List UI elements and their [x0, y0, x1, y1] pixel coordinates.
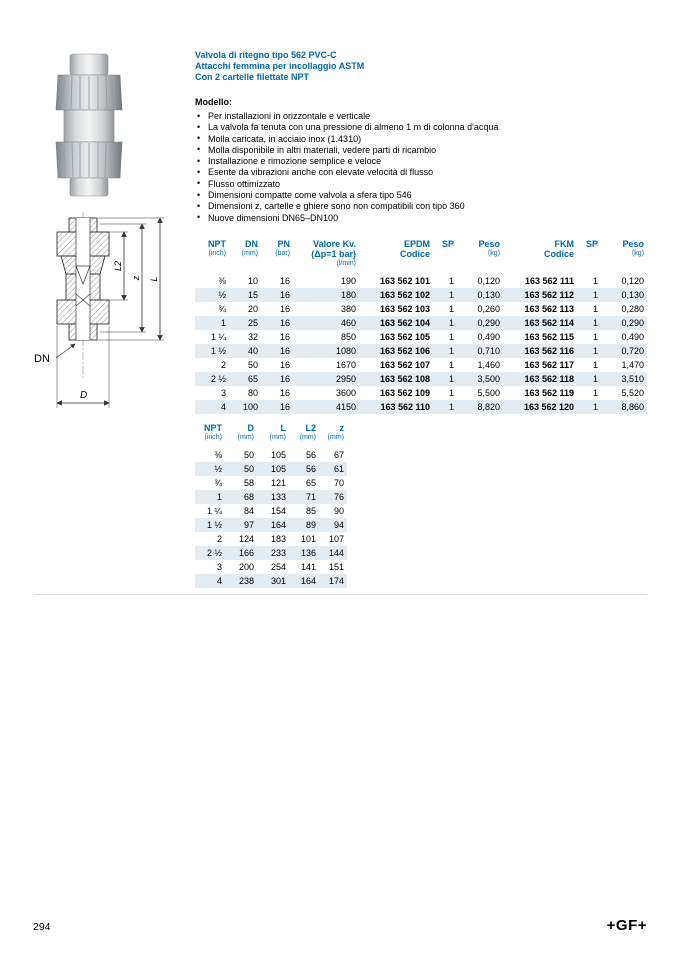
table-cell: 163 562 109 — [379, 388, 430, 398]
table-cell: 154 — [270, 506, 286, 516]
table-cell: 1 — [592, 402, 598, 412]
table-cell: 163 562 117 — [524, 360, 574, 370]
feature-item: • Installazione e rimozione semplice e veloce — [197, 156, 642, 167]
table-row — [195, 574, 347, 588]
table-cell: 61 — [333, 464, 344, 474]
table-row — [195, 274, 647, 288]
table-cell: 1080 — [335, 346, 356, 356]
table-cell: 183 — [270, 534, 286, 544]
table-row — [195, 490, 347, 504]
table-cell: 124 — [238, 534, 254, 544]
table-row — [195, 302, 647, 316]
table-cell: 254 — [270, 562, 286, 572]
table-cell: 163 562 118 — [524, 374, 574, 384]
table-cell: 164 — [270, 520, 286, 530]
table-cell: 56 — [305, 464, 316, 474]
table-cell: 0,490 — [477, 332, 500, 342]
footer-divider — [35, 594, 647, 595]
table-cell: 163 562 119 — [524, 388, 574, 398]
table-cell: 3,500 — [477, 374, 500, 384]
table-cell: 1 — [592, 374, 598, 384]
table-cell: 164 — [300, 576, 316, 586]
table-cell: 5,520 — [621, 388, 644, 398]
table-cell: 1 — [448, 374, 454, 384]
table-row — [195, 476, 347, 490]
table-cell: 0,280 — [621, 304, 644, 314]
dim-label-l: L — [149, 276, 159, 282]
table-cell: 1 — [592, 332, 598, 342]
table-cell: ⅜ — [214, 450, 222, 460]
table-cell: 50 — [243, 464, 254, 474]
table-row — [195, 330, 647, 344]
product-title-line-2: Attacchi femmina per incollaggio ASTM — [195, 61, 365, 71]
table-cell: 136 — [300, 548, 316, 558]
table-cell: 71 — [305, 492, 316, 502]
table-cell: 68 — [243, 492, 254, 502]
table-cell: 190 — [340, 276, 356, 286]
table-cell: 1 — [592, 346, 598, 356]
column-header: SP — [441, 239, 454, 249]
table-cell: 0,120 — [621, 276, 644, 286]
table-cell: 76 — [333, 492, 344, 502]
table-cell: 1 — [448, 304, 454, 314]
table-cell: 80 — [247, 388, 258, 398]
table-cell: 0,130 — [621, 290, 644, 300]
table-cell: 380 — [340, 304, 356, 314]
table-cell: 163 562 102 — [379, 290, 430, 300]
table-cell: 163 562 105 — [379, 332, 430, 342]
table-row — [195, 358, 647, 372]
table-cell: 16 — [279, 276, 290, 286]
table-cell: 65 — [247, 374, 258, 384]
table-cell: 133 — [270, 492, 286, 502]
table-cell: 107 — [328, 534, 344, 544]
table-cell: 121 — [270, 478, 286, 488]
ordering-table-body — [195, 274, 647, 414]
table-cell: 3 — [220, 388, 226, 398]
table-row — [195, 344, 647, 358]
table-cell: 100 — [242, 402, 258, 412]
table-cell: 89 — [305, 520, 316, 530]
table-cell: 16 — [279, 304, 290, 314]
table-cell: 301 — [270, 576, 286, 586]
table-cell: 1 ¼ — [210, 332, 226, 342]
table-cell: 233 — [270, 548, 286, 558]
table-cell: 1 — [592, 318, 598, 328]
table-cell: ½ — [214, 464, 222, 474]
table-cell: 1 — [448, 276, 454, 286]
table-cell: 1 — [448, 318, 454, 328]
table-cell: 1 — [448, 402, 454, 412]
table-cell: 2 ½ — [210, 374, 226, 384]
table-cell: 56 — [305, 450, 316, 460]
table-cell: 3,510 — [621, 374, 644, 384]
table-row — [195, 518, 347, 532]
feature-item: • Per installazioni in orizzontale e verticale — [197, 111, 642, 122]
table-row — [195, 546, 347, 560]
feature-item: • Flusso ottimizzato — [197, 179, 642, 190]
product-title-line-3: Con 2 cartelle filettate NPT — [195, 72, 310, 82]
table-cell: 1 — [592, 290, 598, 300]
table-cell: 10 — [247, 276, 258, 286]
column-header: EPDM Codice — [399, 239, 430, 259]
table-cell: 50 — [243, 450, 254, 460]
table-cell: 163 562 112 — [524, 290, 574, 300]
table-cell: 0,490 — [621, 332, 644, 342]
table-cell: 105 — [270, 464, 286, 474]
table-cell: 163 562 103 — [379, 304, 430, 314]
table-cell: 85 — [305, 506, 316, 516]
column-header: Peso (kg) — [622, 239, 644, 257]
table-cell: 0,290 — [621, 318, 644, 328]
table-cell: 25 — [247, 318, 258, 328]
column-header: L (mm) — [269, 423, 286, 441]
product-title — [195, 50, 364, 83]
column-header: L2 (mm) — [299, 423, 316, 441]
feature-item: • Esente da vibrazioni anche con elevate velocità di flusso — [197, 167, 642, 178]
table-cell: 174 — [328, 576, 344, 586]
ordering-table-header-row — [195, 239, 647, 274]
table-cell: 4 — [220, 402, 226, 412]
table-cell: 1 — [448, 346, 454, 356]
table-cell: 16 — [279, 290, 290, 300]
table-cell: 16 — [279, 360, 290, 370]
table-cell: 163 562 110 — [380, 402, 430, 412]
table-cell: 163 562 107 — [379, 360, 430, 370]
gf-logo: +GF+ — [606, 917, 647, 934]
table-cell: 1 — [448, 290, 454, 300]
table-cell: 2 — [220, 360, 226, 370]
table-cell: 67 — [333, 450, 344, 460]
table-cell: 5,500 — [477, 388, 500, 398]
column-header: D (mm) — [237, 423, 254, 441]
table-cell: 1,460 — [477, 360, 500, 370]
valve-photo — [36, 52, 142, 203]
table-cell: 90 — [333, 506, 344, 516]
column-header: NPT (inch) — [208, 239, 226, 257]
column-header: z (mm) — [327, 423, 344, 441]
table-row — [195, 400, 647, 414]
table-cell: 1 ¼ — [206, 506, 222, 516]
feature-item: • Dimensioni z, cartelle e ghiere sono non compatibili con tipo 360 — [197, 201, 642, 212]
feature-item: • Nuove dimensioni DN65–DN100 — [197, 213, 642, 224]
table-row — [195, 560, 347, 574]
table-cell: 151 — [328, 562, 344, 572]
table-cell: 166 — [238, 548, 254, 558]
table-cell: ¾ — [214, 478, 222, 488]
dimensions-table-body — [195, 448, 347, 588]
table-cell: 163 562 113 — [524, 304, 574, 314]
column-header: Peso (kg) — [478, 239, 500, 257]
table-cell: 163 562 104 — [379, 318, 430, 328]
table-cell: 163 562 120 — [523, 402, 574, 412]
feature-item: • Molla caricata, in acciaio inox (1.4310) — [197, 134, 642, 145]
feature-item: • La valvola fa tenuta con una pressione di almeno 1 m di colonna d'acqua — [197, 122, 642, 133]
table-cell: 1,470 — [621, 360, 644, 370]
dim-label-l2: L2 — [113, 260, 123, 272]
table-cell: 0,260 — [477, 304, 500, 314]
table-cell: 2950 — [335, 374, 356, 384]
table-cell: 0,290 — [477, 318, 500, 328]
table-cell: 4 — [216, 576, 222, 586]
table-cell: 1 — [216, 492, 222, 502]
table-cell: 144 — [328, 548, 344, 558]
table-cell: ⅜ — [218, 276, 226, 286]
table-cell: 97 — [243, 520, 254, 530]
feature-list — [197, 111, 642, 224]
dim-label-z: z — [131, 275, 141, 281]
table-cell: 0,710 — [477, 346, 500, 356]
table-cell: 1 — [592, 388, 598, 398]
feature-item: • Dimensioni compatte come valvola a sfera tipo 546 — [197, 190, 642, 201]
table-cell: 8,860 — [621, 402, 644, 412]
table-cell: 1670 — [335, 360, 356, 370]
table-cell: 16 — [279, 388, 290, 398]
feature-item: • Molla disponibile in altri materiali, vedere parti di ricambio — [197, 145, 642, 156]
model-heading: Modello: — [195, 97, 232, 107]
table-cell: 1 — [448, 360, 454, 370]
table-cell: 65 — [305, 478, 316, 488]
table-cell: 1 — [592, 276, 598, 286]
table-cell: 50 — [247, 360, 258, 370]
table-cell: 200 — [238, 562, 254, 572]
table-cell: 163 562 116 — [524, 346, 574, 356]
table-cell: 1 — [592, 360, 598, 370]
table-cell: 141 — [300, 562, 316, 572]
table-cell: 40 — [247, 346, 258, 356]
table-row — [195, 504, 347, 518]
table-row — [195, 462, 347, 476]
column-header: PN (bar) — [275, 239, 290, 257]
table-cell: 163 562 111 — [524, 276, 574, 286]
table-cell: 1 — [592, 304, 598, 314]
dim-label-d: D — [80, 390, 88, 401]
table-cell: 94 — [333, 520, 344, 530]
table-row — [195, 386, 647, 400]
table-cell: 16 — [279, 318, 290, 328]
product-title-line-1: Valvola di ritegno tipo 562 PVC-C — [195, 50, 337, 60]
table-row — [195, 288, 647, 302]
table-cell: 4150 — [335, 402, 356, 412]
table-cell: 16 — [279, 346, 290, 356]
dimensions-table-header-row — [195, 423, 347, 448]
column-header: FKM Codice — [543, 239, 574, 259]
valve-photo-graphic — [36, 52, 142, 198]
table-cell: 163 562 108 — [379, 374, 430, 384]
table-cell: 1 — [220, 318, 226, 328]
table-cell: 2 — [216, 534, 222, 544]
table-cell: 163 562 115 — [524, 332, 574, 342]
table-cell: 0,120 — [477, 276, 500, 286]
table-cell: 238 — [238, 576, 254, 586]
table-row — [195, 372, 647, 386]
table-cell: 3 — [216, 562, 222, 572]
table-row — [195, 532, 347, 546]
table-cell: 0,130 — [477, 290, 500, 300]
table-cell: 105 — [270, 450, 286, 460]
table-cell: 460 — [340, 318, 356, 328]
table-cell: 163 562 101 — [379, 276, 430, 286]
table-cell: 20 — [247, 304, 258, 314]
dim-label-dn: DN — [34, 353, 50, 365]
table-cell: ½ — [218, 290, 226, 300]
column-header: Valore Kv. (Δp=1 bar) (l/min) — [311, 239, 356, 267]
table-cell: 16 — [279, 402, 290, 412]
column-header: SP — [585, 239, 598, 249]
table-cell: 1 ½ — [206, 520, 222, 530]
table-cell: 70 — [333, 478, 344, 488]
table-row — [195, 316, 647, 330]
table-cell: 84 — [243, 506, 254, 516]
table-cell: 163 562 114 — [524, 318, 574, 328]
table-cell: 0,720 — [621, 346, 644, 356]
table-cell: 3600 — [335, 388, 356, 398]
valve-dimension-drawing — [28, 210, 180, 427]
dimension-drawing-graphic — [28, 210, 180, 422]
table-cell: 16 — [279, 374, 290, 384]
table-cell: 180 — [340, 290, 356, 300]
page-number: 294 — [33, 921, 51, 933]
column-header: DN (mm) — [241, 239, 258, 257]
table-cell: 101 — [300, 534, 316, 544]
table-cell: ¾ — [218, 304, 226, 314]
column-header: NPT (inch) — [204, 423, 222, 441]
table-cell: 163 562 106 — [379, 346, 430, 356]
table-cell: 32 — [247, 332, 258, 342]
table-cell: 58 — [243, 478, 254, 488]
table-cell: 16 — [279, 332, 290, 342]
table-cell: 1 ½ — [210, 346, 226, 356]
table-cell: 850 — [340, 332, 356, 342]
table-cell: 2 ½ — [206, 548, 222, 558]
table-cell: 1 — [448, 332, 454, 342]
table-cell: 15 — [247, 290, 258, 300]
table-cell: 1 — [448, 388, 454, 398]
table-cell: 8,820 — [477, 402, 500, 412]
table-row — [195, 448, 347, 462]
dimensions-table — [195, 423, 347, 588]
ordering-table — [195, 239, 647, 414]
